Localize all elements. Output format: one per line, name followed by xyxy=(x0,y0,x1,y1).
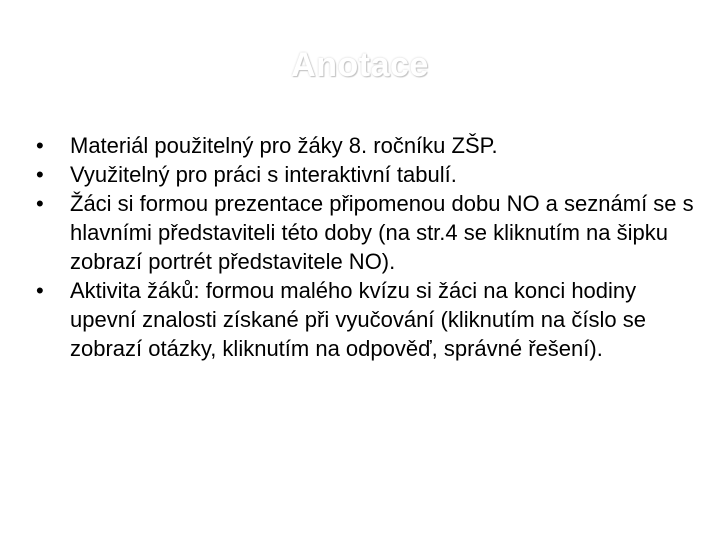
bullet-icon: • xyxy=(36,191,44,216)
bullet-text: Žáci si formou prezentace připomenou dobu NO a seznámí se s hlavními představiteli této doby (na str.4 se kliknutím na šipku zobrazí portrét představitele NO). xyxy=(70,191,694,274)
bullet-icon: • xyxy=(36,278,44,303)
bullet-item xyxy=(36,189,696,276)
bullet-item xyxy=(36,276,696,363)
bullet-list xyxy=(36,131,696,363)
bullet-text: Materiál použitelný pro žáky 8. ročníku ZŠP. xyxy=(70,133,498,158)
bullet-item xyxy=(36,160,696,189)
bullet-item xyxy=(36,131,696,160)
slide-title: Anotace xyxy=(291,46,429,84)
bullet-icon: • xyxy=(36,133,44,158)
bullet-icon: • xyxy=(36,162,44,187)
bullet-text: Aktivita žáků: formou malého kvízu si žáci na konci hodiny upevní znalosti získané při vyučování (kliknutím na číslo se zobrazí otázky, kliknutím na odpověď, správné řešení). xyxy=(70,278,646,361)
bullet-text: Využitelný pro práci s interaktivní tabulí. xyxy=(70,162,457,187)
